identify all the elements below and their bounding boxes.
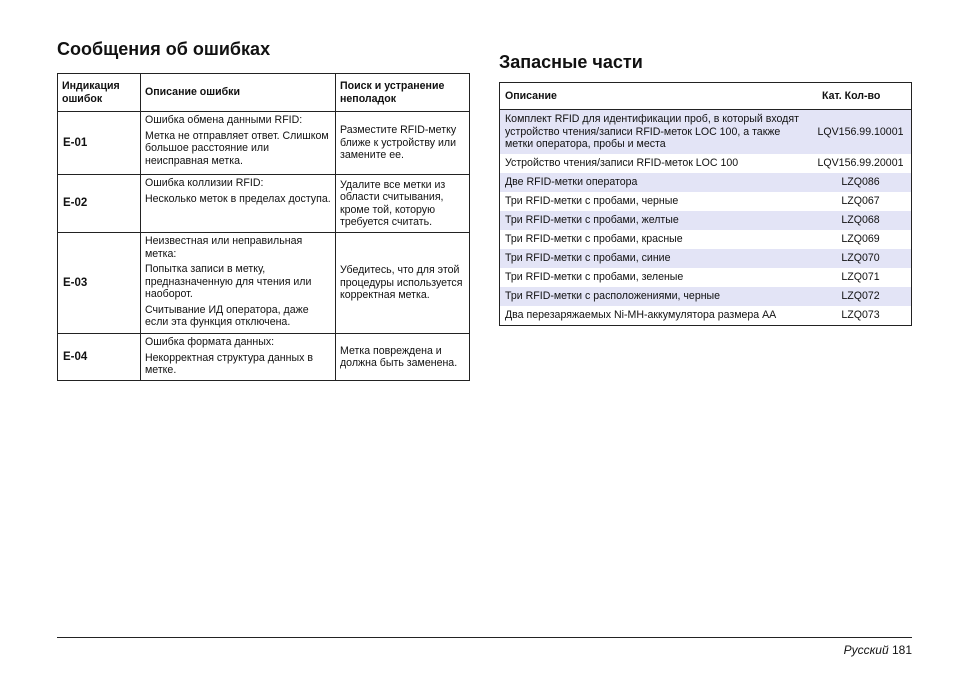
part-description: Три RFID-метки с пробами, синие	[500, 249, 811, 268]
part-description: Два перезаряжаемых Ni-MH-аккумулятора размера AA	[505, 308, 777, 321]
table-row	[500, 192, 912, 211]
error-description	[141, 334, 336, 381]
error-fix: Метка повреждена и должна быть заменена.	[336, 334, 470, 381]
error-description-line: Несколько меток в пределах доступа.	[145, 192, 331, 205]
part-number: LZQ070	[810, 249, 912, 268]
part-description: Три RFID-метки с пробами, красные	[505, 232, 683, 245]
error-code: E-04	[58, 334, 141, 381]
part-number: LZQ073	[841, 308, 880, 321]
footer-divider	[57, 637, 912, 638]
part-description: Три RFID-метки с пробами, желтые	[500, 211, 811, 230]
error-fix: Удалите все метки из области считывания, кроме той, которую требуется считать.	[336, 175, 470, 233]
parts-section-title: Запасные части	[499, 52, 643, 72]
table-row	[500, 110, 912, 154]
table-row	[500, 268, 912, 287]
header-fix: Поиск и устранение неполадок	[336, 74, 470, 112]
error-description-line: Ошибка коллизии RFID:	[145, 177, 264, 189]
table-header-row	[500, 83, 912, 110]
table-row	[500, 230, 912, 249]
error-fix: Разместите RFID-метку ближе к устройству или замените ее.	[336, 112, 470, 175]
table-row	[500, 211, 912, 230]
table-row	[58, 233, 470, 334]
table-row	[500, 173, 912, 192]
table-row	[500, 154, 912, 173]
table-row	[500, 249, 912, 268]
part-number: LZQ086	[810, 173, 912, 192]
header-description: Описание	[500, 83, 811, 110]
part-description: Комплект RFID для идентификации проб, в который входят устройство чтения/записи RFID-меток LOC 100, а также метки оператора, пробы и места	[500, 110, 811, 154]
error-description	[141, 233, 336, 334]
footer-language: Русский	[843, 643, 889, 657]
part-description: Три RFID-метки с пробами, зеленые	[505, 270, 684, 283]
error-description-line: Неизвестная или неправильная метка:	[145, 235, 303, 260]
error-code: E-01	[58, 112, 141, 175]
part-number: LQV156.99.20001	[817, 156, 904, 169]
error-description-line: Некорректная структура данных в метке.	[145, 351, 313, 376]
header-code: Индикация ошибок	[58, 74, 141, 112]
error-description-line: Считывание ИД оператора, даже если эта функция отключена.	[145, 303, 309, 328]
part-description: Три RFID-метки с расположениями, черные	[500, 287, 811, 306]
table-row	[58, 175, 470, 233]
part-description: Три RFID-метки с пробами, черные	[505, 194, 679, 207]
part-description: Две RFID-метки оператора	[500, 173, 811, 192]
error-description-line: Ошибка обмена данными RFID:	[145, 114, 303, 126]
part-number: LZQ072	[810, 287, 912, 306]
part-description: Устройство чтения/записи RFID-меток LOC 100	[505, 156, 739, 169]
spare-parts-table	[499, 82, 912, 326]
error-description	[141, 175, 336, 233]
error-description-line: Попытка записи в метку, предназначенную для чтения или наоборот.	[145, 263, 312, 300]
table-row	[500, 306, 912, 326]
table-row	[58, 334, 470, 381]
error-description	[141, 112, 336, 175]
error-code: E-03	[58, 233, 141, 334]
page-number: 181	[891, 643, 912, 657]
header-cat-qty: Кат. Кол-во	[810, 83, 912, 110]
table-header-row	[58, 74, 470, 112]
part-number: LZQ068	[810, 211, 912, 230]
error-code: E-02	[58, 175, 141, 233]
part-number: LZQ069	[841, 232, 880, 245]
table-row	[58, 112, 470, 175]
table-row	[500, 287, 912, 306]
errors-section-title: Сообщения об ошибках	[57, 39, 271, 59]
header-description: Описание ошибки	[141, 74, 336, 112]
part-number: LQV156.99.10001	[810, 110, 912, 154]
part-number: LZQ071	[841, 270, 880, 283]
part-number: LZQ067	[841, 194, 880, 207]
error-description-line: Метка не отправляет ответ. Слишком большое расстояние или неисправная метка.	[145, 129, 329, 167]
error-messages-table	[57, 73, 470, 381]
error-fix: Убедитесь, что для этой процедуры используется корректная метка.	[336, 233, 470, 334]
page-footer	[844, 643, 912, 657]
error-description-line: Ошибка формата данных:	[145, 336, 275, 348]
